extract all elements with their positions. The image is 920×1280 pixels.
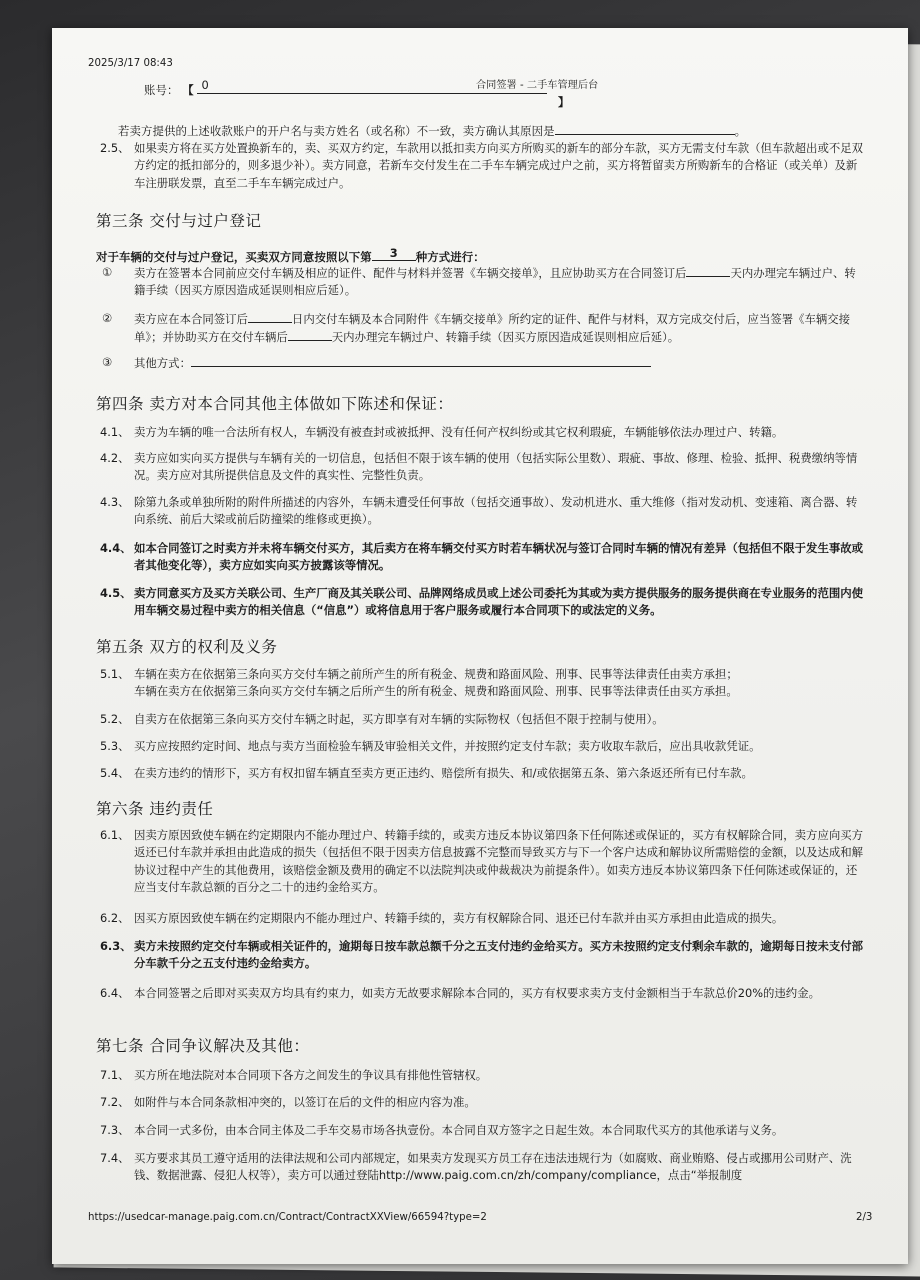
clause-4-4: 如本合同签订之时卖方并未将车辆交付买方，其后卖方在将车辆交付买方时若车辆状况与签订合同时车辆的情况有差异（包括但不限于发生事故或者其他变化等），卖方应如实向买方披露该等情况。 xyxy=(134,541,864,573)
option-2 xyxy=(134,310,864,347)
clause-number: 7.1、 xyxy=(100,1068,130,1082)
clause-6-2: 因买方原因致使车辆在约定期限内不能办理过户、转籍手续的，卖方有权解除合同、退还已付车款并由买方承担由此造成的损失。 xyxy=(134,911,784,925)
account-field xyxy=(197,80,547,94)
clause-6-4: 本合同签署之后即对买卖双方均具有约束力，如卖方无故要求解除本合同的，买方有权要求卖方支付金额相当于车款总价20%的违约金。 xyxy=(134,986,820,1000)
clause-6-1: 因卖方原因致使车辆在约定期限内不能办理过户、转籍手续的，或卖方违反本协议第四条下任何陈述或保证的，买方有权解除合同，卖方应向买方返还已付车款并承担由此造成的损失（包括但不限于因卖方信息披露不完整而导致买方与下一个客户达成和解协议所需赔偿的金额，以及达成和解协议过程中产生的其他费用，该赔偿金额及费用的确定不以法院判决或仲裁裁决为前提条件）。如卖方违反本协议第四条下任何陈述或保证的，还应当支付车款总额的百分之二十的违约金给买方。 xyxy=(134,828,864,895)
option-1-text-b: 天内办理完车辆过户、转籍手续（因买方原因造成延误则相应后延）。 xyxy=(134,266,856,298)
clause-5-1-line-2: 车辆在卖方在依据第三条向买方交付车辆之后所产生的所有税金、规费和路面风险、刑事、民事等法律责任由买方承担。 xyxy=(134,684,738,699)
clause-number: 5.2、 xyxy=(100,712,130,726)
clause-number: 6.2、 xyxy=(100,911,130,925)
article-5-heading: 第五条 双方的权利及义务 xyxy=(96,638,278,656)
clause-7-4: 买方要求其员工遵守适用的法律法规和公司内部规定，如果卖方发现买方员工存在违法违规行为（如腐败、商业贿赂、侵占或挪用公司财产、洗钱、数据泄露、侵犯人权等），卖方可以通过登陆http://www.paig.com.cn/zh/company/compliance，点击“举报制度 xyxy=(134,1151,852,1183)
article-3-intro-end: 种方式进行： xyxy=(415,250,485,264)
clause-number: 5.4、 xyxy=(100,766,130,780)
reason-blank xyxy=(555,122,735,135)
payee-mismatch-line xyxy=(118,122,746,141)
article-6-heading: 第六条 违约责任 xyxy=(96,800,214,818)
clause-number: 5.3、 xyxy=(100,739,130,753)
option-3-blank xyxy=(191,354,651,367)
clause-4-1: 卖方为车辆的唯一合法所有权人，车辆没有被查封或被抵押、没有任何产权纠纷或其它权利瑕疵，车辆能够依法办理过户、转籍。 xyxy=(134,425,784,439)
clause-2-5: 如果卖方将在买方处置换新车的，卖、买双方约定，车款用以抵扣卖方向买方所购买的新车的部分车款，买方无需支付车款（但车款超出或不足双方约定的抵扣部分的，则多退少补）。卖方同意，若新车交付发生在二手车车辆完成过户之前，买方将暂留卖方所购新车的合格证（或关单）及新车注册联发票，直至二手车车辆完成过户。 xyxy=(134,141,864,190)
account-value: 0 xyxy=(201,78,209,92)
account-label: 账号： xyxy=(144,83,179,97)
clause-number: 7.4、 xyxy=(100,1151,130,1165)
clause-number: 4.4、 xyxy=(100,541,132,555)
option-3-text: 其他方式： xyxy=(134,356,191,370)
account-row xyxy=(144,80,547,100)
option-2-days-blank-2 xyxy=(288,328,332,341)
clause-5-1-line-1: 车辆在卖方在依据第三条向买方交付车辆之前所产生的所有税金、规费和路面风险、刑事、民事等法律责任由卖方承担； xyxy=(134,667,738,681)
clause-number: 7.3、 xyxy=(100,1123,130,1137)
option-2-days-blank xyxy=(248,310,292,323)
print-title: 合同签署 - 二手车管理后台 xyxy=(476,80,599,91)
method-choice-field xyxy=(372,248,416,261)
clause-5-1 xyxy=(134,666,864,701)
option-2-text-b: 日内交付车辆及本合同附件《车辆交接单》所约定的证件、配件与材料，双方完成交付后，应当签署《车辆交接单》；并协助买方在交付车辆后 xyxy=(134,312,851,345)
method-choice-value: 3 xyxy=(389,246,398,260)
clause-number: 7.2、 xyxy=(100,1095,130,1109)
option-1-days-blank xyxy=(686,264,730,277)
option-2-text-a: 卖方应在本合同签订后 xyxy=(134,312,248,326)
option-number: ① xyxy=(102,265,113,279)
article-3-intro-text: 对于车辆的交付与过户登记，买卖双方同意按照以下第 xyxy=(96,250,372,264)
clause-number: 6.4、 xyxy=(100,986,130,1000)
clause-number: 4.5、 xyxy=(100,586,132,600)
payee-mismatch-end: 。 xyxy=(734,124,747,138)
clause-7-1: 买方所在地法院对本合同项下各方之间发生的争议具有排他性管辖权。 xyxy=(134,1068,488,1082)
clause-4-2: 卖方应如实向买方提供与车辆有关的一切信息，包括但不限于该车辆的使用（包括实际公里数）、瑕疵、事故、修理、检验、抵押、税费缴纳等情况。卖方应对其所提供信息及文件的真实性、完整性负责。 xyxy=(134,451,858,483)
option-1 xyxy=(134,264,864,300)
clause-4-3: 除第九条或单独所附的附件所描述的内容外，车辆未遭受任何事故（包括交通事故）、发动机进水、重大维修（指对发动机、变速箱、离合器、转向系统、前后大梁或前后防撞梁的维修或更换）。 xyxy=(134,495,858,527)
account-close-bracket: 】 xyxy=(558,95,570,109)
account-open-bracket: 【 xyxy=(182,83,194,97)
payee-mismatch-text: 若卖方提供的上述收款账户的开户名与卖方姓名（或名称）不一致，卖方确认其原因是 xyxy=(118,124,555,138)
article-3-heading: 第三条 交付与过户登记 xyxy=(96,212,262,230)
clause-number: 6.1、 xyxy=(100,828,130,842)
clause-5-4: 在卖方违约的情形下，买方有权扣留车辆直至卖方更正违约、赔偿所有损失、和/或依据第五条、第六条返还所有已付车款。 xyxy=(134,766,753,780)
contract-page xyxy=(52,28,908,1264)
clause-number: 4.3、 xyxy=(100,495,130,509)
option-number: ③ xyxy=(102,355,113,369)
clause-5-2: 自卖方在依据第三条向买方交付车辆之时起，买方即享有对车辆的实际物权（包括但不限于控制与使用）。 xyxy=(134,712,664,726)
print-url: https://usedcar-manage.paig.com.cn/Contract/ContractXXView/66594?type=2 xyxy=(88,1212,487,1223)
print-datetime: 2025/3/17 08:43 xyxy=(88,58,173,69)
clause-4-5: 卖方同意买方及买方关联公司、生产厂商及其关联公司、品牌网络成员或上述公司委托为其或为卖方提供服务的服务提供商在专业服务的范围内使用车辆交易过程中卖方的相关信息（“信息”）或将信息用于客户服务或履行本合同项下的或法定的义务。 xyxy=(134,586,864,618)
clause-number: 2.5、 xyxy=(100,141,130,155)
clause-7-2: 如附件与本合同条款相冲突的，以签订在后的文件的相应内容为准。 xyxy=(134,1095,476,1109)
clause-5-3: 买方应按照约定时间、地点与卖方当面检验车辆及审验相关文件，并按照约定支付车款；卖方收取车款后，应出具收款凭证。 xyxy=(134,739,761,753)
option-2-text-c: 天内办理完车辆过户、转籍手续（因买方原因造成延误则相应后延）。 xyxy=(331,330,680,345)
clause-7-3: 本合同一式多份，由本合同主体及二手车交易市场各执壹份。本合同自双方签字之日起生效。本合同取代买方的其他承诺与义务。 xyxy=(134,1123,784,1137)
article-7-heading: 第七条 合同争议解决及其他： xyxy=(96,1037,310,1055)
clause-number: 5.1、 xyxy=(100,667,130,681)
clause-number: 4.2、 xyxy=(100,451,130,465)
clause-number: 6.3、 xyxy=(100,939,132,953)
option-1-text-a: 卖方在签署本合同前应交付车辆及相应的证件、配件与材料并签署《车辆交接单》，且应协助买方在合同签订后 xyxy=(134,266,687,280)
option-3 xyxy=(134,354,651,372)
article-4-heading: 第四条 卖方对本合同其他主体做如下陈述和保证： xyxy=(96,395,454,413)
option-number: ② xyxy=(102,311,113,325)
page-number: 2/3 xyxy=(856,1212,873,1223)
clause-number: 4.1、 xyxy=(100,425,130,439)
clause-6-3: 卖方未按照约定交付车辆或相关证件的，逾期每日按车款总额千分之五支付违约金给买方。买方未按照约定支付剩余车款的，逾期每日按未支付部分车款千分之五支付违约金给卖方。 xyxy=(134,939,864,971)
